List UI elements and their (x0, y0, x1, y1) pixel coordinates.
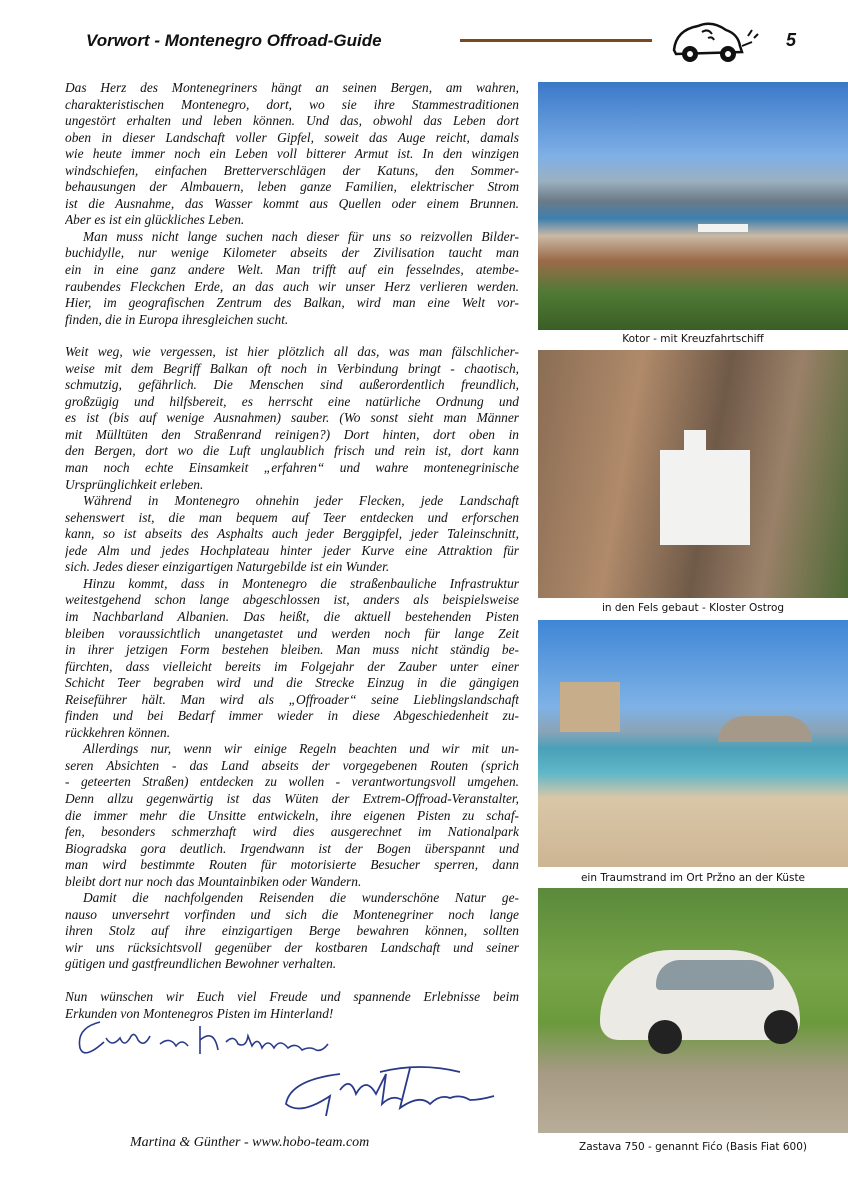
text-line: wir uns rücksichtsvoll gegenüber der kostbaren Landschaft und seiner (65, 939, 519, 955)
text-line: jede Alm und jedes Hochplateau hinter jeder Kurve eine Attraktion für (65, 542, 519, 558)
text-line: Hier, im geografischen Zentrum des Balkan, wird man eine Welt vor- (65, 295, 519, 311)
text-line: Das Herz des Montenegriners hängt an seinen Bergen, am wahren, (65, 80, 519, 95)
text-line: die immer mehr die Unsitte entwickeln, ihre eigenen Pisten zu schaf- (65, 807, 519, 823)
text-line: Reiseführer hält. Man wird als „Offroader“ seine Lieblingslandschaft (65, 691, 519, 707)
offroad-car-logo-icon (668, 16, 760, 66)
text-line: sich. Jedes dieser einzigartigen Naturgebilde ist ein Wunder. (65, 559, 390, 575)
rock-islet (718, 716, 812, 742)
text-line: ein in eine ganz andere Welt. Man trifft auf ein fesselndes, atembe- (65, 262, 519, 278)
text-line: Schicht Teer begraben wird und die Strecke Einzug in die gängigen (65, 675, 519, 691)
text-line: oben in dieser Landschaft voller Gipfel, soweit das Auge reicht, damals (65, 129, 519, 145)
header-divider (460, 39, 652, 42)
text-line: ist die Ausnahme, das Wasser kommt aus Quellen oder einem Brunnen. (65, 195, 519, 211)
signature-guenther (280, 1060, 500, 1120)
text-line: Denn allzu gegenwärtig ist das Wüten der Extrem-Offroad-Veranstalter, (65, 790, 519, 806)
text-line: in ihrer jetzigen Form bestehen bleiben. Man muss nicht ständig be- (65, 642, 519, 658)
text-line: Hinzu kommt, dass in Montenegro die straßenbauliche Infrastruktur (83, 575, 519, 591)
text-line: Allerdings nur, wenn wir einige Regeln beachten und wir mit un- (83, 741, 519, 757)
text-line: bleibt dort nur noch das Mountainbiken oder Wandern. (65, 873, 362, 889)
paragraph (65, 80, 519, 229)
text-line: - geteerten Straßen) entdecken zu wollen - verantwortungsvoll umgehen. (65, 774, 519, 790)
text-line: finden, die in Europa ihresgleichen sucht. (65, 311, 289, 327)
text-line: bleiben voraussichtlich unangetastet und werden noch für lange Zeit (65, 625, 519, 641)
cruise-ship (698, 224, 748, 232)
page-number: 5 (786, 30, 797, 50)
text-line: seren Absichten - das Land abseits der vorgegebenen Routen (sprich (65, 757, 519, 773)
text-line: raubendes Fleckchen Erde, an das auch wir unser Herz verlieren werden. (65, 278, 519, 294)
text-line: ungestört erhalten und leben können. Und das, obwohl das Leben dort (65, 113, 519, 129)
text-line: rückkehren können. (65, 724, 171, 740)
text-line: wie heute immer noch ein Leben voll bitterer Armut ist. In den winzigen (65, 146, 519, 162)
text-line: den Bergen, dort wo die Luft unglaublich frisch und rein ist, dort kann (65, 443, 519, 459)
photo-caption: in den Fels gebaut - Kloster Ostrog (601, 602, 785, 614)
text-line: es ist (bis auf wenige Ausnahmen) sauber. (Wo sonst sieht man Männer (65, 410, 519, 426)
text-line: großzügig und hilfsbereit, es herrscht eine natürliche Ordnung und (65, 393, 519, 409)
beach-house (560, 682, 620, 732)
text-line: Ursprünglichkeit erleben. (65, 476, 204, 492)
text-line: gütigen und gastfreundlichen Bewohner verhalten. (65, 956, 337, 972)
photo-przno-beach (538, 620, 848, 867)
text-line: Weit weg, wie vergessen, ist hier plötzlich all das, was man fälschlicher- (65, 344, 519, 360)
text-line: weise mit dem Begriff Balkan oft noch in Verbindung bringt - chaotisch, (65, 360, 519, 376)
foreword-text (65, 80, 519, 1022)
signature-martina (70, 1008, 340, 1064)
paragraph (65, 229, 519, 328)
text-line: fürchten, dass vielleicht bereits im Folgejahr der Zauber unter einer (65, 658, 519, 674)
text-line: Damit die nachfolgenden Reisenden die wunderschöne Natur ge- (83, 890, 519, 906)
paragraph (65, 493, 519, 576)
text-line: charakteristischen Montenegro, dort, wo sie ihre Stammestraditionen (65, 96, 519, 112)
text-line: im Nachbarland Albanien. Das heißt, die aktuell bestehenden Pisten (65, 608, 519, 624)
paragraph (65, 576, 519, 741)
paragraph (65, 741, 519, 890)
text-line: finden und bei Bedarf immer wieder in diese Abgeschiedenheit zu- (65, 708, 519, 724)
text-line: ihren Stolz auf ihre einzigartigen Berge bewahren können, sollten (65, 923, 519, 939)
photo-caption: Kotor - mit Kreuzfahrtschiff (622, 333, 764, 345)
text-line: nauso unversehrt vorfinden und sich die Montenegriner noch lange (65, 906, 519, 922)
text-line: windschiefen, einfachen Bretterverschlägen der Katuns, den Sommer- (65, 162, 519, 178)
paragraph (65, 344, 519, 493)
page-header-title: Vorwort - Montenegro Offroad-Guide (86, 31, 382, 50)
monastery-tower (684, 430, 706, 460)
text-line: man noch echte Einsamkeit „erfahren“ und wahre montenegrinische (65, 460, 519, 476)
photo-kotor (538, 82, 848, 330)
text-line: buchidylle, nur wenige Kilometer abseits der Zivilisation taucht man (65, 245, 519, 261)
paragraph (65, 890, 519, 973)
text-line: Man muss nicht lange suchen nach dieser für uns so reizvollen Bilder- (83, 228, 519, 244)
text-line: man wird bestimmte Routen für motorisierte Besucher sperren, dann (65, 857, 519, 873)
text-line: fen, besonders schmerzhaft wird dies ausgerechnet im Nationalpark (65, 824, 519, 840)
text-line: schmutzig, gefährlich. Die Menschen sind außerordentlich freundlich, (65, 377, 519, 393)
text-line: Biogradska gora deutlich. Irgendwann ist der Bogen überspannt und (65, 840, 519, 856)
text-line: behausungen der Almbauern, leben ganze Familien, elektrischer Strom (65, 179, 519, 195)
text-line: sehenswert ist, die man bequem auf Teer entdecken und erforschen (65, 509, 519, 525)
text-line: Nun wünschen wir Euch viel Freude und spannende Erlebnisse beim (65, 988, 519, 1004)
car-wheel (764, 1010, 798, 1044)
text-line: weitestgehend schon lange abgeschlossen ist, anders als beispielsweise (65, 592, 519, 608)
text-line: Erkunden von Montenegros Pisten im Hinterland! (65, 1005, 334, 1021)
car-wheel (648, 1020, 682, 1054)
footer-credit: Martina & Günther - www.hobo-team.com (130, 1135, 370, 1150)
photo-caption: ein Traumstrand im Ort Pržno an der Küste (580, 872, 806, 884)
text-line: mit Mülltüten den Straßenrand reinigen?) Dort hinten, dort oben in (65, 426, 519, 442)
photo-caption: Zastava 750 - genannt Fićo (Basis Fiat 600) (579, 1141, 807, 1153)
photo-ostrog-monastery (538, 350, 848, 598)
text-line: kann, so ist abseits des Asphalts auch jeder Berggipfel, jeder Taleinschnitt, (65, 526, 519, 542)
text-line: Während in Montenegro ohnehin jeder Flecken, jede Landschaft (83, 493, 519, 509)
text-line: Aber es ist ein glückliches Leben. (65, 212, 245, 228)
monastery-building (660, 450, 750, 545)
